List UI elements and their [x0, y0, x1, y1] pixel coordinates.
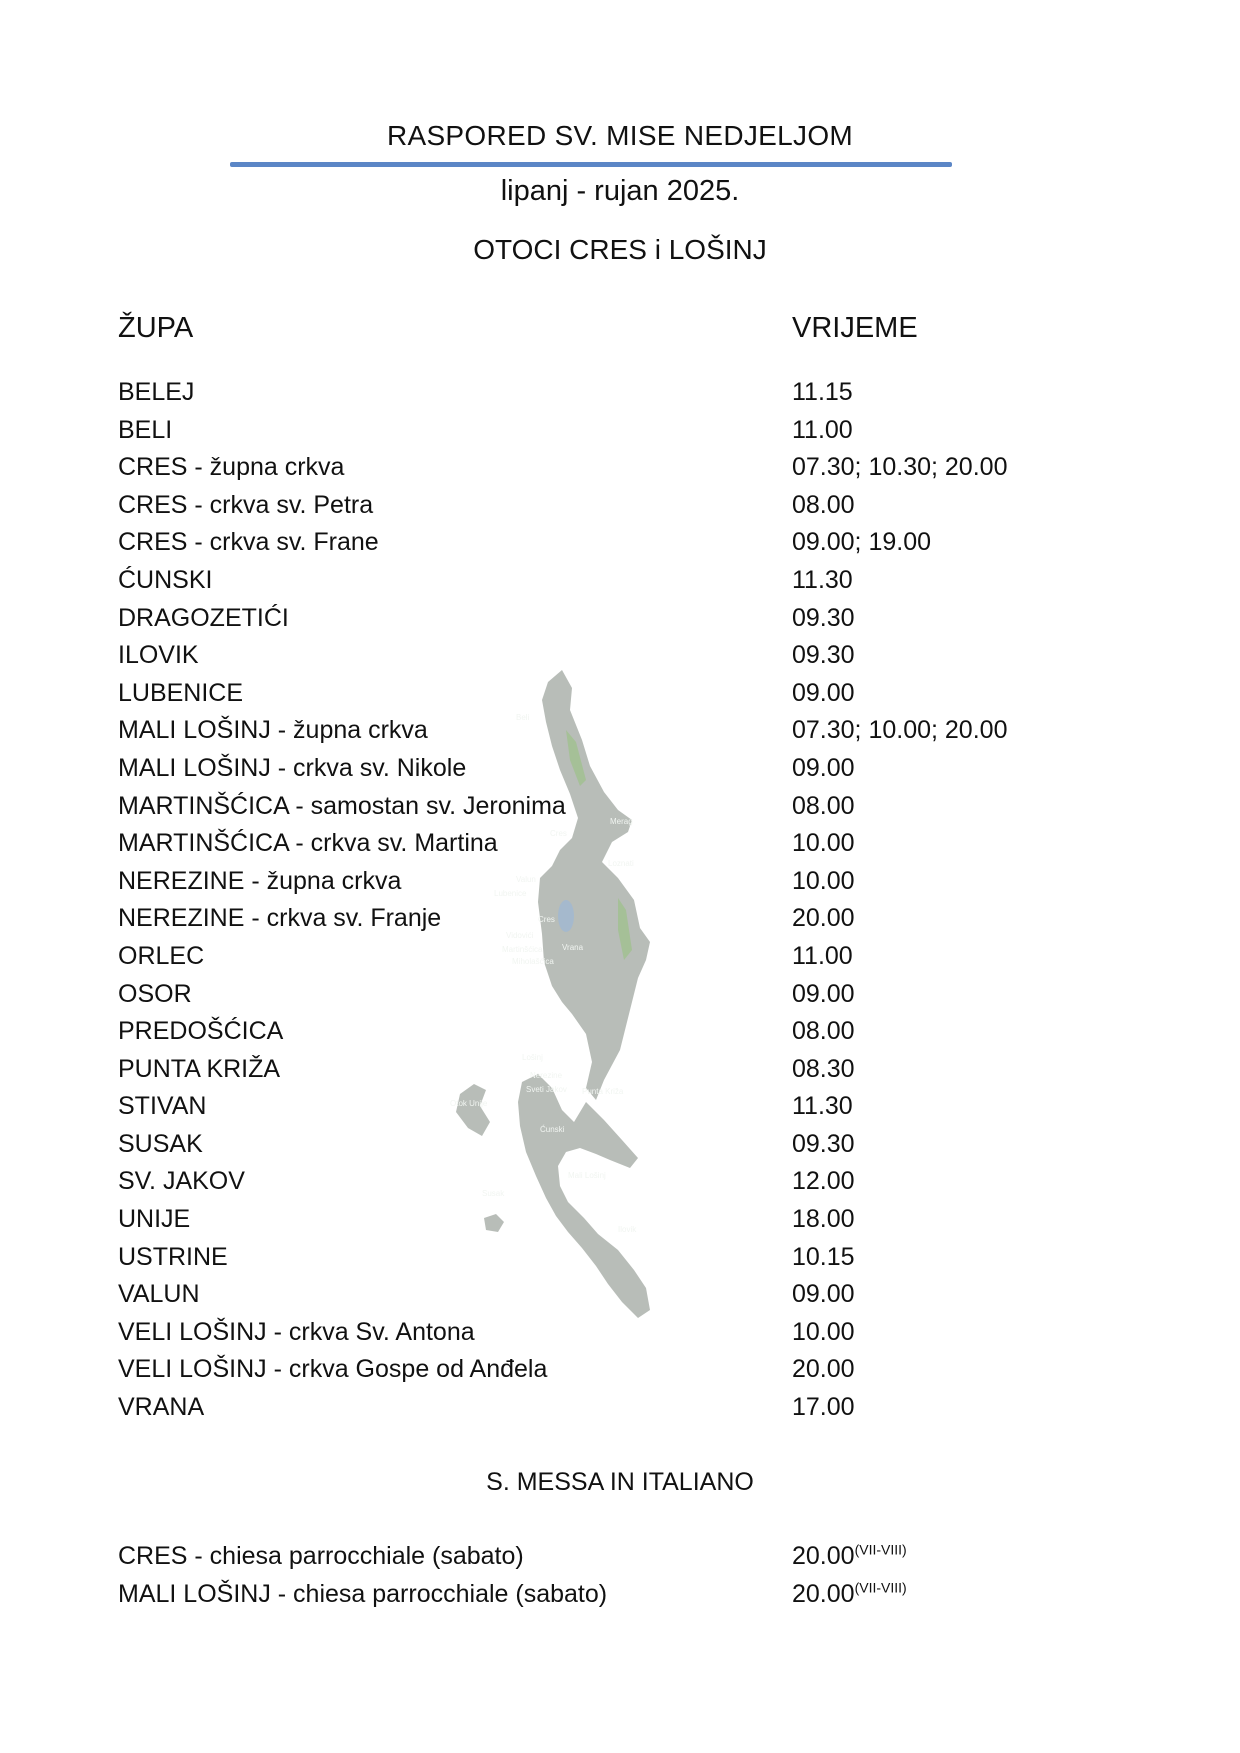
map-label-loznati: Loznati [608, 859, 634, 868]
map-label-merag: Merag [610, 817, 633, 826]
parish-name: MALI LOŠINJ - župna crkva [118, 716, 428, 745]
schedule-row [0, 904, 1240, 942]
map-label-sveti-jakov: Sveti Jakov [526, 1085, 567, 1094]
parish-name: MARTINŠĆICA - crkva sv. Martina [118, 829, 498, 858]
italian-row [0, 1580, 1240, 1618]
map-label-cunski: Ćunski [540, 1125, 565, 1134]
mass-time: 09.30 [792, 603, 855, 632]
schedule-row [0, 491, 1240, 529]
mass-time: 10.00 [792, 1317, 855, 1346]
mass-schedule-list [0, 378, 1240, 1431]
schedule-row [0, 1092, 1240, 1130]
mass-time: 09.00; 19.00 [792, 528, 932, 557]
schedule-row [0, 792, 1240, 830]
period-subtitle: lipanj - rujan 2025. [500, 175, 740, 207]
mass-time: 08.00 [792, 1017, 855, 1046]
map-label-cres-lake: Cres [538, 915, 555, 924]
map-label-lubenice: Lubenice [494, 889, 527, 898]
parish-name: CRES - župna crkva [118, 453, 345, 482]
title-underline [230, 162, 952, 167]
mass-time: 20.00 [792, 904, 855, 933]
parish-name: NEREZINE - crkva sv. Franje [118, 904, 442, 933]
parish-name: VALUN [118, 1280, 200, 1309]
mass-time: 18.00 [792, 1205, 855, 1234]
mass-time: 20.00 [792, 1355, 855, 1384]
mass-time: 11.15 [792, 378, 853, 406]
map-label-valun: Valun [516, 875, 536, 884]
schedule-row [0, 716, 1240, 754]
schedule-row [0, 1393, 1240, 1431]
mass-time: 11.00 [792, 415, 853, 444]
parish-name: USTRINE [118, 1242, 228, 1271]
schedule-row [0, 1355, 1240, 1393]
schedule-row [0, 867, 1240, 905]
mass-time: 07.30; 10.00; 20.00 [792, 716, 1008, 745]
mass-time: 17.00 [792, 1393, 855, 1422]
italian-mass-time [792, 1580, 907, 1609]
italian-parish-name: CRES - chiesa parrocchiale (sabato) [118, 1542, 524, 1570]
parish-name: ĆUNSKI [118, 565, 213, 594]
parish-name: SV. JAKOV [118, 1167, 245, 1196]
mass-time: 09.00 [792, 979, 855, 1008]
map-label-vrana: Vrana [562, 943, 584, 952]
mass-time: 09.30 [792, 641, 855, 670]
parish-name: UNIJE [118, 1205, 191, 1234]
schedule-row [0, 679, 1240, 717]
mass-time: 10.00 [792, 866, 855, 895]
italian-mass-heading: S. MESSA IN ITALIANO [486, 1468, 754, 1496]
parish-name: ILOVIK [118, 641, 199, 670]
schedule-row [0, 416, 1240, 454]
italian-time-note: (VII-VIII) [854, 1579, 907, 1596]
parish-name: VELI LOŠINJ - crkva Sv. Antona [118, 1317, 475, 1346]
map-label-martinscica: Martinšćica [502, 945, 543, 954]
mass-time: 09.30 [792, 1129, 855, 1158]
schedule-row [0, 942, 1240, 980]
parish-name: CRES - crkva sv. Frane [118, 528, 379, 557]
mass-time: 10.15 [792, 1242, 855, 1271]
schedule-row [0, 528, 1240, 566]
parish-name: VELI LOŠINJ - crkva Gospe od Anđela [118, 1355, 548, 1384]
map-label-cres: Cres [550, 829, 567, 838]
italian-time-value: 20.00 [792, 1542, 855, 1570]
map-label-beli: Beli [516, 713, 530, 722]
schedule-row [0, 1055, 1240, 1093]
mass-time: 12.00 [792, 1167, 855, 1196]
schedule-row [0, 754, 1240, 792]
parish-name: DRAGOZETIĆI [118, 603, 289, 632]
schedule-row [0, 1017, 1240, 1055]
italian-mass-time [792, 1542, 907, 1571]
mass-time: 09.00 [792, 678, 855, 707]
parish-name: PREDOŠĆICA [118, 1017, 284, 1046]
map-label-ilovik: Ilovik [618, 1225, 637, 1234]
mass-time: 09.00 [792, 753, 855, 782]
parish-column-header: ŽUPA [118, 312, 194, 344]
mass-time: 08.00 [792, 791, 855, 820]
page-title: RASPORED SV. MISE NEDJELJOM [386, 120, 854, 151]
schedule-row [0, 641, 1240, 679]
map-label-punta-kriza: Punta Križa [582, 1087, 624, 1096]
parish-name: NEREZINE - župna crkva [118, 866, 402, 895]
schedule-row [0, 604, 1240, 642]
parish-name: MARTINŠĆICA - samostan sv. Jeronima [118, 791, 566, 820]
schedule-row [0, 566, 1240, 604]
schedule-row [0, 1205, 1240, 1243]
parish-name: LUBENICE [118, 678, 244, 707]
parish-name: BELI [118, 415, 173, 444]
schedule-row [0, 1318, 1240, 1356]
map-label-miholascica: Miholašćica [512, 957, 554, 966]
mass-time: 09.00 [792, 1280, 855, 1309]
italian-row [0, 1542, 1240, 1580]
parish-name: BELEJ [118, 378, 195, 406]
mass-time: 08.30 [792, 1054, 855, 1083]
map-label-otok-unije: Otok Unije [450, 1099, 488, 1108]
schedule-row [0, 453, 1240, 491]
italian-mass-list [0, 1542, 1240, 1618]
schedule-row [0, 829, 1240, 867]
mass-time: 10.00 [792, 829, 855, 858]
mass-time: 11.00 [792, 941, 853, 970]
mass-time: 11.30 [792, 1092, 853, 1121]
italian-time-value: 20.00 [792, 1580, 855, 1608]
parish-name: CRES - crkva sv. Petra [118, 490, 374, 519]
map-label-nerezine: Nerezine [530, 1071, 563, 1080]
time-column-header: VRIJEME [792, 312, 918, 344]
parish-name: MALI LOŠINJ - crkva sv. Nikole [118, 753, 467, 782]
mass-time: 07.30; 10.30; 20.00 [792, 453, 1008, 482]
parish-name: VRANA [118, 1393, 205, 1422]
parish-name: SUSAK [118, 1129, 203, 1158]
parish-name: PUNTA KRIŽA [118, 1054, 281, 1083]
schedule-row [0, 980, 1240, 1018]
map-label-mali-losinj: Mali Lošinj [568, 1171, 606, 1180]
italian-parish-name: MALI LOŠINJ - chiesa parrocchiale (sabato) [118, 1580, 608, 1608]
mass-time: 08.00 [792, 490, 855, 519]
mass-time: 11.30 [792, 565, 853, 594]
schedule-row [0, 1243, 1240, 1281]
parish-name: STIVAN [118, 1092, 207, 1121]
map-label-vidovici: Vidovići [506, 931, 534, 940]
map-label-susak: Susak [482, 1189, 505, 1198]
parish-name: OSOR [118, 979, 192, 1008]
schedule-row [0, 378, 1240, 416]
italian-time-note: (VII-VIII) [854, 1541, 907, 1558]
schedule-row [0, 1167, 1240, 1205]
region-heading: OTOCI CRES i LOŠINJ [473, 234, 767, 265]
schedule-row [0, 1130, 1240, 1168]
map-label-losinj: Lošinj [522, 1053, 543, 1062]
schedule-row [0, 1280, 1240, 1318]
parish-name: ORLEC [118, 941, 205, 970]
